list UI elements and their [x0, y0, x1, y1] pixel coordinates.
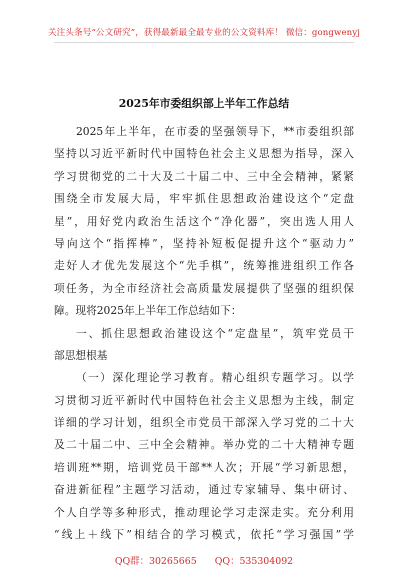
paragraph-line: 详细的学习计划，组织全市党员干部深入学习党的二十大	[54, 416, 354, 430]
paragraph-line: 项任务，为全市经济社会高质量发展提供了坚强的组织保	[54, 281, 354, 295]
paragraph-line: （一）深化理论学习教育。精心组织专题学习。以学	[76, 371, 354, 385]
paragraph-line: 导向这个“指挥棒”，坚持补短板促提升这个“驱动力”	[54, 236, 354, 250]
qq-group-text: QQ群：30265665	[114, 556, 197, 567]
header-divider	[54, 42, 354, 43]
paragraph-line: 奋进新征程”主题学习活动，通过专家辅导、集中研讨、	[54, 483, 354, 497]
section-heading-line: 一、抓住思想政治建设这个“定盘星”，筑牢党员干	[76, 326, 354, 340]
paragraph-line: 及二十届二中、三中全会精神。举办党的二十大精神专题	[54, 438, 354, 452]
paragraph-line: “线上＋线下”相结合的学习模式，依托“学习强国”学	[54, 528, 354, 542]
document-title: 2025年市委组织部上半年工作总结	[118, 97, 290, 110]
paragraph-line: 习贯彻习近平新时代中国特色社会主义思想为主线，制定	[54, 393, 354, 407]
header-banner: 关注头条号“公文研究”，获得最新最全最专业的公文资料库！ 微信：gongwenyj	[47, 28, 361, 38]
paragraph-line: 个人自学等多种形式，推动理论学习走深走实。充分利用	[54, 505, 354, 519]
paragraph-line: 星”，用好党内政治生活这个“净化器”，突出选人用人	[54, 214, 354, 228]
paragraph-line: 坚持以习近平新时代中国特色社会主义思想为指导，深入	[54, 147, 354, 161]
paragraph-line: 2025年上半年，在市委的坚强领导下，**市委组织部	[76, 125, 354, 138]
paragraph-line: 障。现将2025年上半年工作总结如下：	[54, 304, 242, 318]
qq-number-text: QQ：535304092	[214, 556, 294, 567]
section-heading-line: 部思想根基	[54, 348, 108, 362]
document-body	[54, 121, 354, 546]
paragraph-line: 围绕全市发展大局，牢牢抓住思想政治建设这个“定盘	[54, 192, 354, 206]
paragraph-line: 学习贯彻党的二十大及二十届二中、三中全会精神，紧紧	[54, 169, 354, 183]
paragraph-line: 培训班**期，培训党员干部**人次；开展“学习新思想，	[54, 460, 354, 474]
paragraph-line: 走好人才优先发展这个“先手棋”，统筹推进组织工作各	[54, 259, 354, 273]
footer-contact	[0, 553, 408, 567]
